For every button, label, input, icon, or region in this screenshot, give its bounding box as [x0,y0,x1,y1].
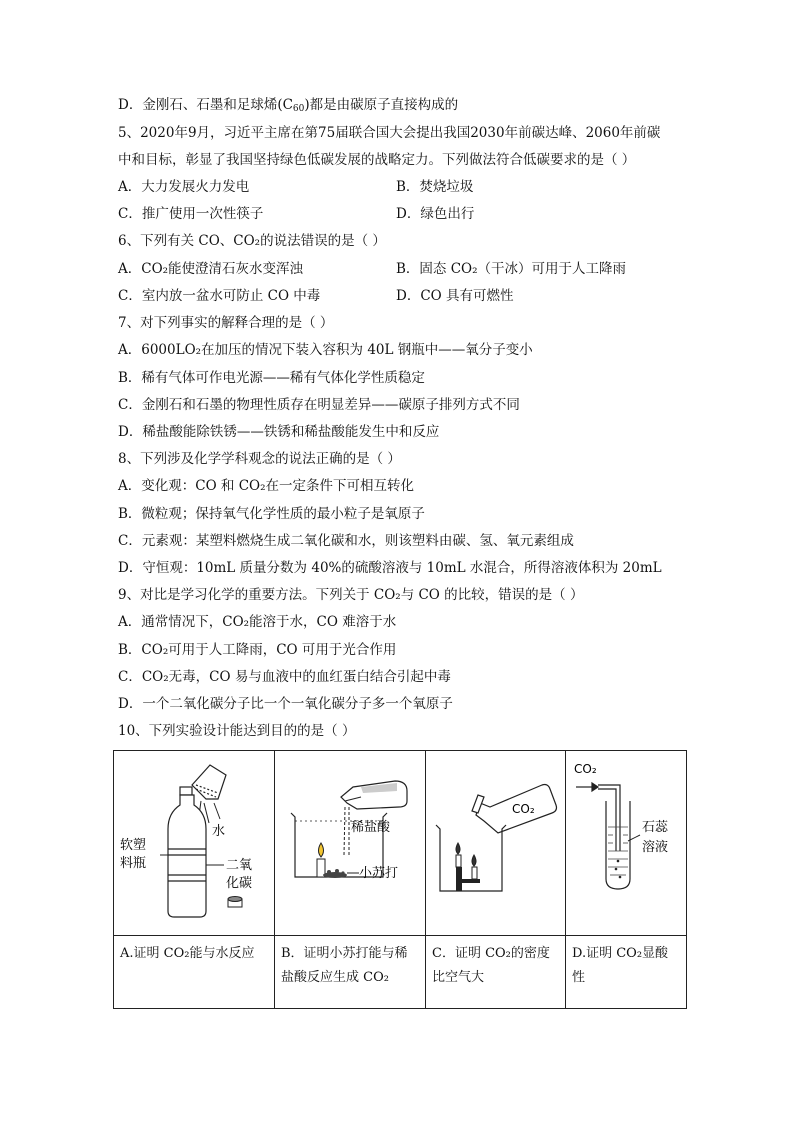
caption-c: C．证明 CO₂的密度比空气大 [426,936,566,1009]
co2-inlet-label: CO₂ [574,762,597,776]
litmus-label-line2: 溶液 [642,840,669,855]
figure-c-two-candles [426,751,566,936]
co2-jar-label: CO₂ [512,802,535,816]
litmus-solution [608,827,628,875]
q5-stem-line2: 中和目标，彰显了我国坚持绿色低碳发展的战略定力。下列做法符合低碳要求的是（ ） [118,152,636,168]
caption-a: A.证明 CO₂能与水反应 [114,936,275,1009]
caption-d: D.证明 CO₂显酸性 [566,936,687,1009]
q4-option-d: D．金刚石、石墨和足球烯$(C_{60})$都是由碳原子直接构成的 [118,97,459,114]
q7-option-c: C．金刚石和石墨的物理性质存在明显差异——碳原子排列方式不同 [118,397,520,413]
bottle-label-line2: 料瓶 [120,856,147,871]
candle-lower-icon [472,855,477,879]
q7-option-a: A．6000LO₂在加压的情况下装入容积为 40L 钢瓶中——氧分子变小 [118,342,533,358]
acid-label: 稀盐酸 [351,820,391,835]
pouring-beaker-icon [192,765,226,799]
q8-stem: 8、下列涉及化学学科观念的说法正确的是（ ） [118,451,401,467]
baking-soda-label: 小苏打 [359,866,399,881]
figure-d-litmus-tube [566,751,687,936]
q7-option-d: D．稀盐酸能除铁锈——铁锈和稀盐酸能发生中和反应 [118,424,440,440]
q6-options-row1 [118,260,678,278]
test-tube-icon [606,801,630,889]
baking-soda-pile [323,869,347,878]
caption-b: B．证明小苏打能与稀盐酸反应生成 CO₂ [275,936,426,1009]
q5-option-b: B．焚烧垃圾 [396,179,474,195]
figure-a-plastic-bottle [114,751,275,936]
q8-option-c: C．元素观：某塑料燃烧生成二氧化碳和水，则该塑料由碳、氢、氧元素组成 [118,533,574,549]
q6-option-d: D．CO 具有可燃性 [396,288,514,304]
figure-b-candle-soda [275,751,426,936]
q9-option-a: A．通常情况下，CO₂能溶于水，CO 难溶于水 [118,614,397,630]
two-candles-diagram [426,751,565,926]
inlet-arrow-icon [576,783,598,791]
bottle-cap-icon [228,897,242,908]
q10-experiment-table [113,750,687,1009]
candle-icon [317,843,325,877]
acid-stream [344,807,349,855]
q5-option-d: D．绿色出行 [396,206,475,222]
water-label-pointer [214,803,220,819]
q9-option-d: D．一个二氧化碳分子比一个一氧化碳分子多一个氧原子 [118,696,453,712]
litmus-label-line1: 石蕊 [642,820,669,835]
q9-stem: 9、对比是学习化学的重要方法。下列关于 CO₂与 CO 的比较，错误的是（ ） [118,587,584,603]
q9-option-b: B．CO₂可用于人工降雨，CO 可用于光合作用 [118,642,397,658]
bubbles [615,860,622,879]
q6-stem: 6、下列有关 CO、CO₂的说法错误的是（ ） [118,233,386,249]
q10-stem: 10、下列实验设计能达到目的的是（ ） [118,723,356,739]
candle-soda-diagram [275,751,425,926]
q5-stem-line1: 5、2020年9月，习近平主席在第75届联合国大会提出我国2030年前碳达峰、2060年前碳 [118,125,661,141]
q5-options-row2 [118,205,678,223]
q5-options-row1 [118,178,678,196]
q6-option-c: C．室内放一盆水可防止 CO 中毒 [118,288,321,304]
q9-option-c: C．CO₂无毒，CO 易与血液中的血红蛋白结合引起中毒 [118,669,451,685]
bottle-experiment-diagram [114,751,274,926]
q7-stem: 7、对下列事实的解释合理的是（ ） [118,315,334,331]
candle-upper-icon [456,843,461,867]
co2-label-line2: 化碳 [226,876,253,891]
q5-option-a: A．大力发展火力发电 [118,179,250,195]
q7-option-b: B．稀有气体可作电光源——稀有气体化学性质稳定 [118,370,425,386]
acid-bottle-icon [341,781,407,809]
q6-option-a: A．CO₂能使澄清石灰水变浑浊 [118,261,304,277]
q8-option-b: B．微粒观；保持氧气化学性质的最小粒子是氧原子 [118,506,425,522]
bottle-label-line1: 软塑 [120,838,147,853]
water-label: 水 [212,824,226,839]
q8-option-d: D．守恒观：10mL 质量分数为 40%的硫酸溶液与 10mL 水混合，所得溶液体积为 20mL [118,560,662,576]
q8-option-a: A．变化观：CO 和 CO₂在一定条件下可相互转化 [118,478,415,494]
co2-label-line1: 二氧 [226,858,253,873]
q5-option-c: C．推广使用一次性筷子 [118,206,264,222]
litmus-tube-diagram [566,751,686,926]
q6-option-b: B．固态 CO₂（干冰）可用于人工降雨 [396,261,627,277]
q6-options-row2 [118,287,678,305]
delivery-tube [598,785,620,851]
